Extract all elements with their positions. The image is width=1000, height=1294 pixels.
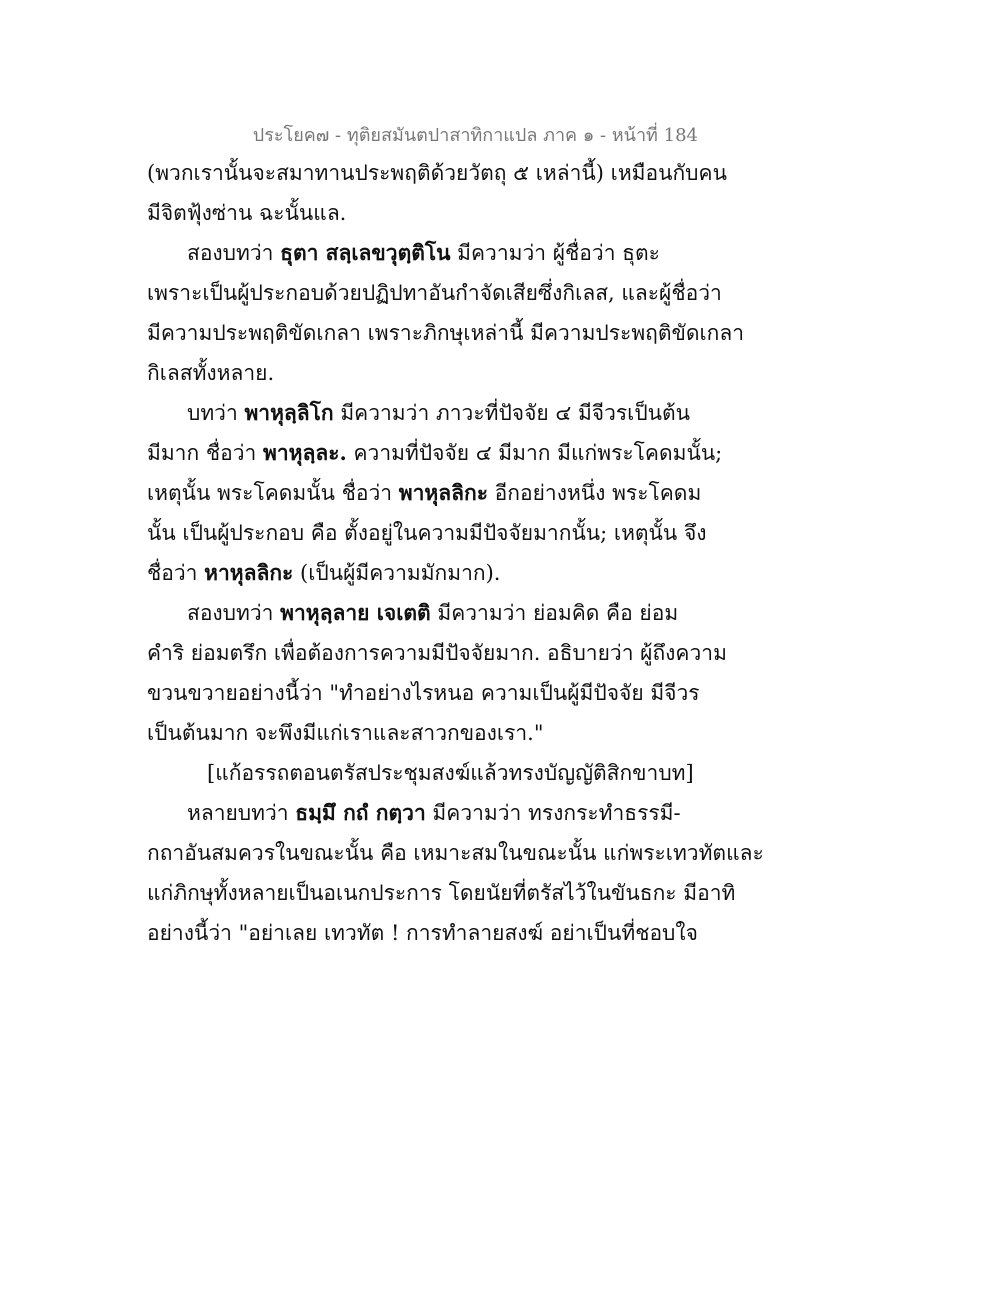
text-segment: เหตุนั้น พระโคดมนั้น ชื่อว่า [147,481,399,505]
pali-term: พาหุลฺลิโก [244,400,334,425]
text-segment: อย่างนี้ว่า "อย่าเลย เทวทัต ! การทำลายสงฆ์ อย่าเป็นที่ชอบใจ [147,921,698,945]
text-segment: [แก้อรรถตอนตรัสประชุมสงฆ์แล้วทรงบัญญัติสิกขาบท] [207,761,694,785]
text-segment: กถาอันสมควรในขณะนั้น คือ เหมาะสมในขณะนั้น แก่พระเทวทัตและ [147,841,764,865]
text-segment: มีความว่า ภาวะที่ปัจจัย ๔ มีจีวรเป็นต้น [333,401,691,425]
section-heading [207,758,694,788]
text-segment: เพราะเป็นผู้ประกอบด้วยปฏิปทาอันกำจัดเสียซึ่งกิเลส, และผู้ชื่อว่า [147,281,722,305]
text-segment: เป็นต้นมาก จะพึงมีแก่เราและสาวกของเรา." [147,721,544,745]
text-segment: (เป็นผู้มีความมักมาก). [293,561,501,585]
text-line [187,398,690,428]
text-line [147,558,500,588]
text-line [187,598,678,628]
page-header: ประโยค๗ - ทุติยสมันตปาสาทิกาแปล ภาค ๑ - หน้าที่ 184 [252,125,698,146]
text-line [147,438,722,468]
text-line [147,878,735,908]
pali-term: พาหุลฺละ. [263,440,347,465]
text-segment: สองบทว่า [187,601,281,625]
text-segment: ชื่อว่า [147,561,205,585]
pali-term: ธมฺมึ กถํ กตฺวา [295,800,426,825]
text-segment: คำริ ย่อมตรึก เพื่อต้องการความมีปัจจัยมาก. อธิบายว่า ผู้ถึงความ [147,641,727,665]
text-line [187,238,660,268]
pali-term: พาหุลลิกะ [398,480,488,505]
text-segment: มีความว่า ทรงกระทำธรรมี- [425,801,681,825]
text-line [147,278,722,308]
text-segment: สองบทว่า [187,241,281,265]
text-segment: ขวนขวายอย่างนี้ว่า "ทำอย่างไรหนอ ความเป็นผู้มีปัจจัย มีจีวร [147,681,700,705]
text-line [147,838,764,868]
text-segment: มีความประพฤติขัดเกลา เพราะภิกษุเหล่านี้ มีความประพฤติขัดเกลา [147,321,745,345]
text-segment: มีจิตฟุ้งซ่าน ฉะนั้นแล. [147,201,347,225]
pali-term: พาหุลฺลาย เจเตติ [280,600,431,625]
text-segment: ความที่ปัจจัย ๔ มีมาก มีแก่พระโคดมนั้น; [346,441,723,465]
text-segment: มีความว่า ผู้ชื่อว่า ธุตะ [450,241,660,265]
pali-term: หาหุลลิกะ [204,560,294,585]
text-segment: มีมาก ชื่อว่า [147,441,263,465]
text-line [147,358,274,388]
text-segment: มีความว่า ย่อมคิด คือ ย่อม [430,601,679,625]
text-segment: แก่ภิกษุทั้งหลายเป็นอเนกประการ โดยนัยที่ตรัสไว้ในขันธกะ มีอาทิ [147,881,736,905]
text-segment: อีกอย่างหนึ่ง พระโคดม [487,481,702,505]
text-line [147,478,701,508]
text-line [147,678,700,708]
text-segment: นั้น เป็นผู้ประกอบ คือ ตั้งอยู่ในความมีปัจจัยมากนั้น; เหตุนั้น จึง [147,521,707,545]
text-segment: บทว่า [187,401,245,425]
text-line [147,158,727,188]
text-line [147,198,346,228]
text-line [147,918,698,948]
text-segment: (พวกเรานั้นจะสมาทานประพฤติด้วยวัตถุ ๕ เหล่านี้) เหมือนกับคน [147,161,727,185]
pali-term: ธุตา สลฺเลขวุตฺติโน [280,240,451,265]
text-line [147,318,744,348]
text-line [147,638,727,668]
text-line [187,798,681,828]
text-segment: กิเลสทั้งหลาย. [147,361,275,385]
text-segment: หลายบทว่า [187,801,296,825]
text-line [147,718,544,748]
text-line [147,518,707,548]
